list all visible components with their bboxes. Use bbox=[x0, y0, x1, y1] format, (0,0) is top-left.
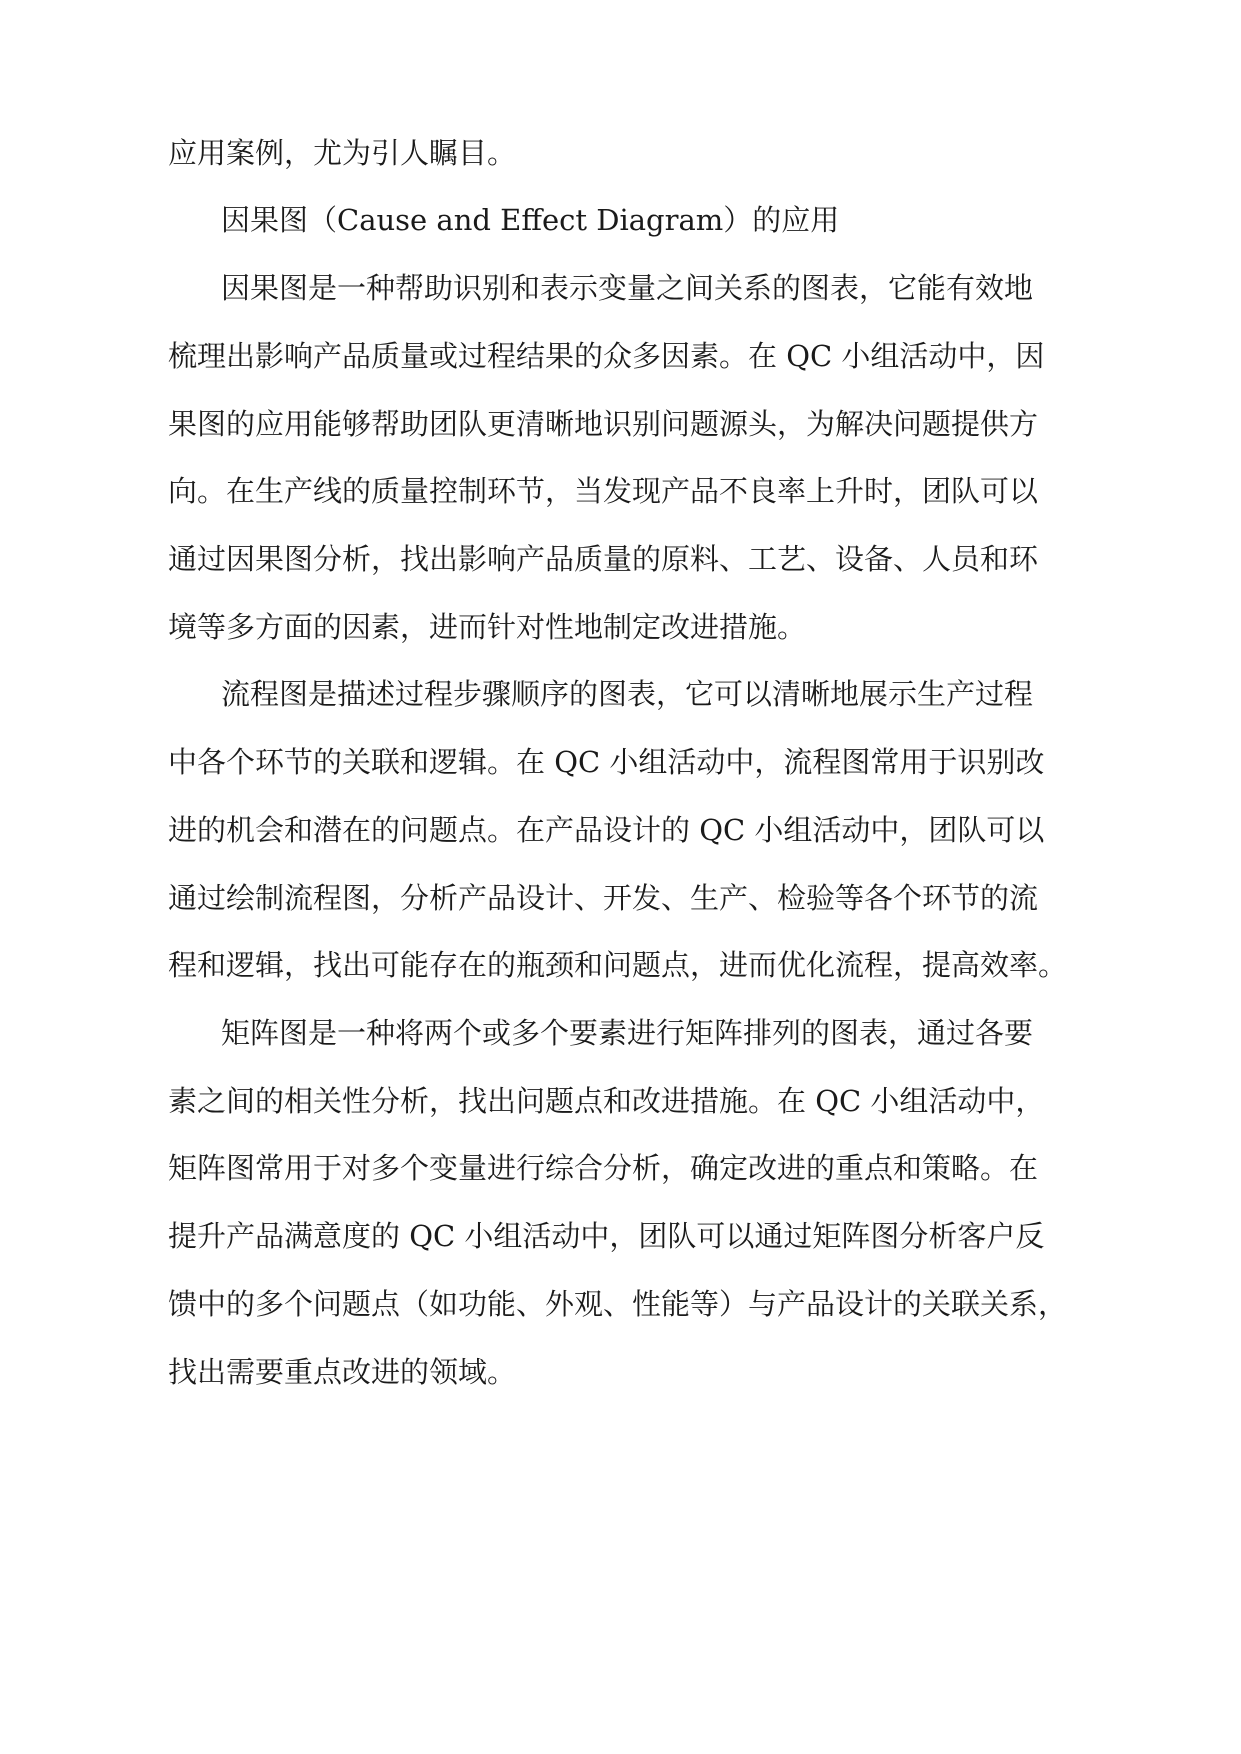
text-line-19: 找出需要重点改进的领域。 bbox=[168, 1355, 517, 1389]
text-line-15: 素之间的相关性分析，找出问题点和改进措施。在 QC 小组活动中， bbox=[168, 1084, 1045, 1118]
text-line-13: 程和逻辑，找出可能存在的瓶颈和问题点，进而优化流程，提高效率。 bbox=[168, 948, 1068, 982]
text-line-7: 通过因果图分析，找出影响产品质量的原料、工艺、设备、人员和环 bbox=[168, 542, 1039, 576]
text-line-10: 中各个环节的关联和逻辑。在 QC 小组活动中，流程图常用于识别改 bbox=[168, 745, 1045, 779]
text-line-3: 因果图是一种帮助识别和表示变量之间关系的图表，它能有效地 bbox=[221, 271, 1034, 305]
text-line-12: 通过绘制流程图，分析产品设计、开发、生产、检验等各个环节的流 bbox=[168, 881, 1039, 915]
text-line-14: 矩阵图是一种将两个或多个要素进行矩阵排列的图表，通过各要 bbox=[221, 1016, 1034, 1050]
text-line-9: 流程图是描述过程步骤顺序的图表，它可以清晰地展示生产过程 bbox=[221, 677, 1034, 711]
text-line-1: 应用案例，尤为引人瞩目。 bbox=[168, 136, 517, 170]
text-line-17: 提升产品满意度的 QC 小组活动中，团队可以通过矩阵图分析客户反 bbox=[168, 1219, 1045, 1253]
text-line-16: 矩阵图常用于对多个变量进行综合分析，确定改进的重点和策略。在 bbox=[168, 1151, 1039, 1185]
text-line-4: 梳理出影响产品质量或过程结果的众多因素。在 QC 小组活动中，因 bbox=[168, 339, 1045, 373]
section-heading: 因果图（Cause and Effect Diagram）的应用 bbox=[221, 203, 840, 237]
text-line-18: 馈中的多个问题点（如功能、外观、性能等）与产品设计的关联关系， bbox=[168, 1287, 1068, 1321]
text-line-5: 果图的应用能够帮助团队更清晰地识别问题源头，为解决问题提供方 bbox=[168, 407, 1039, 441]
text-line-11: 进的机会和潜在的问题点。在产品设计的 QC 小组活动中，团队可以 bbox=[168, 813, 1045, 847]
text-line-8: 境等多方面的因素，进而针对性地制定改进措施。 bbox=[168, 610, 807, 644]
text-line-6: 向。在生产线的质量控制环节，当发现产品不良率上升时，团队可以 bbox=[168, 474, 1039, 508]
